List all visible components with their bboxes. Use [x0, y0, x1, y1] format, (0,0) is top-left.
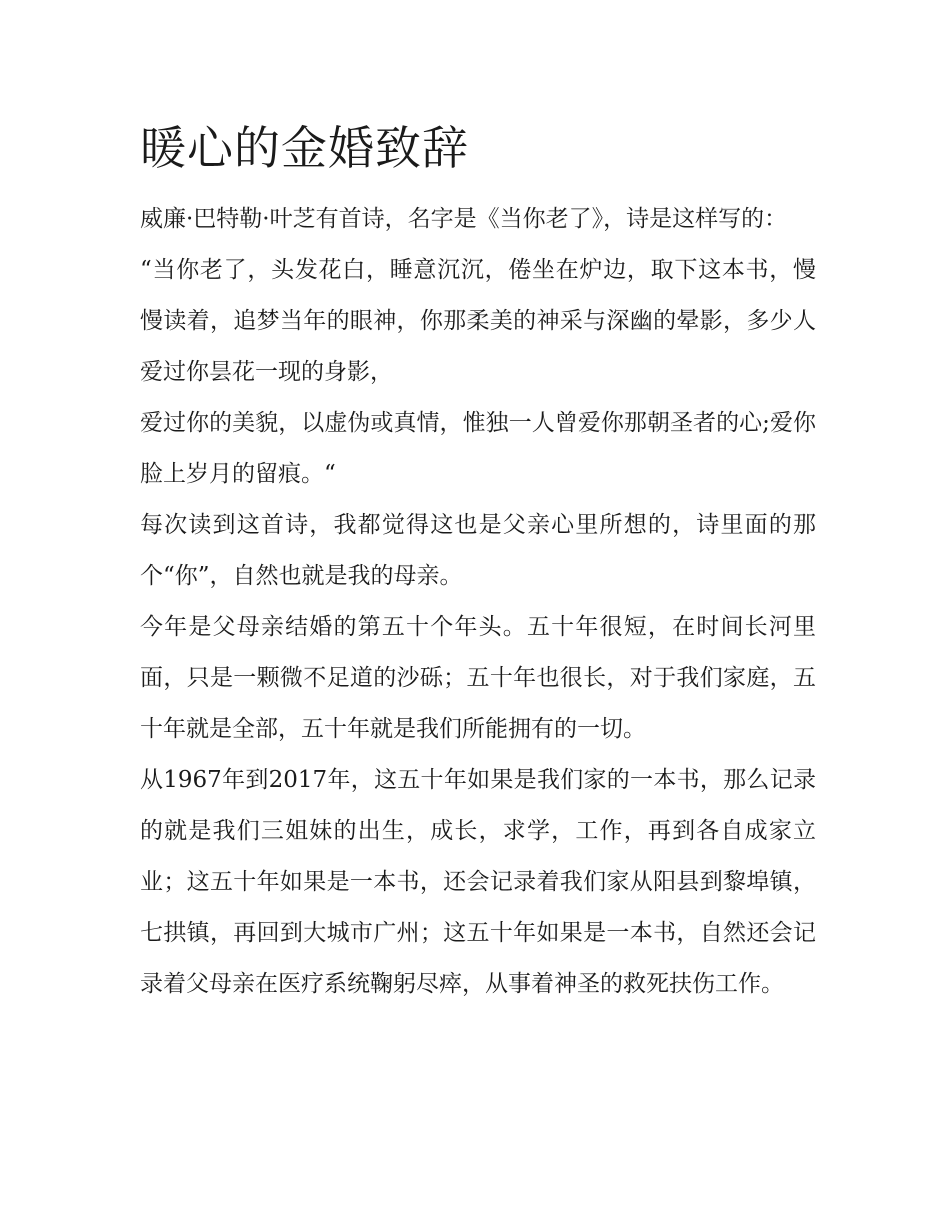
paragraph-fifty-years: 今年是父母亲结婚的第五十个年头。五十年很短，在时间长河里面，只是一颗微不足道的沙砾；五十年也很长，对于我们家庭，五十年就是全部，五十年就是我们所能拥有的一切。	[140, 614, 816, 742]
paragraph-poem-part-2: 爱过你的美貌，以虚伪或真情，惟独一人曾爱你那朝圣者的心;爱你脸上岁月的留痕。“	[140, 410, 816, 487]
paragraph-reflection: 每次读到这首诗，我都觉得这也是父亲心里所想的，诗里面的那个“你”，自然也就是我的母亲。	[140, 512, 816, 589]
document-page	[140, 118, 816, 1010]
document-title: 暖心的金婚致辞	[140, 121, 469, 175]
paragraph-intro: 威廉·巴特勒·叶芝有首诗，名字是《当你老了》，诗是这样写的：	[140, 206, 788, 232]
paragraph-family-book: 从1967年到2017年，这五十年如果是我们家的一本书，那么记录的就是我们三姐妹的出生，成长，求学，工作，再到各自成家立业；这五十年如果是一本书，还会记录着我们家从阳县到黎埠镇，七拱镇，再回到大城市广州；这五十年如果是一本书，自然还会记录着父母亲在医疗系统鞠躬尽瘁，从事着神圣的救死扶伤工作。	[140, 767, 816, 997]
paragraph-poem-part-1: “当你老了，头发花白，睡意沉沉，倦坐在炉边，取下这本书，慢慢读着，追梦当年的眼神，你那柔美的神采与深幽的晕影，多少人爱过你昙花一现的身影，	[140, 257, 816, 385]
